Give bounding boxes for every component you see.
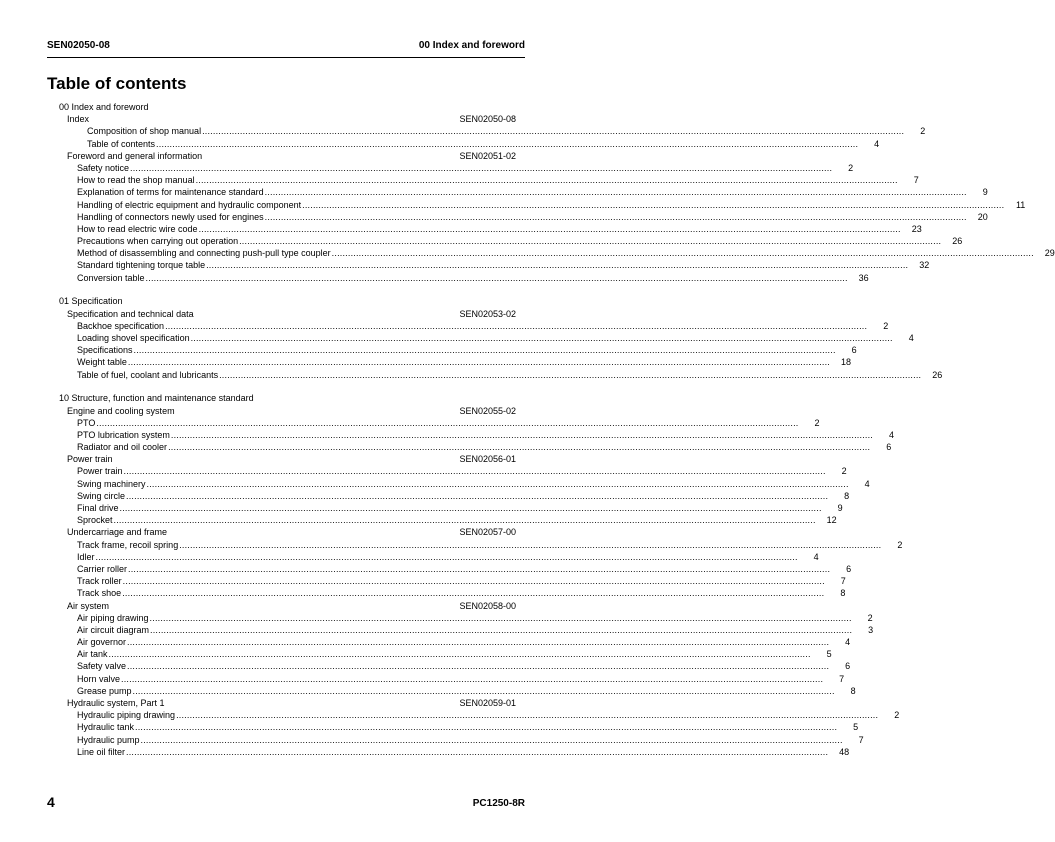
entry-page: 7 xyxy=(840,576,846,587)
section-code: SEN02051-02 xyxy=(459,150,516,161)
entry-page: 9 xyxy=(837,503,843,513)
table-of-contents xyxy=(47,101,1055,758)
header-rule xyxy=(47,57,525,58)
dot-leader: .................................................................................................................................................................................................................................................................... xyxy=(302,199,1005,210)
dot-leader: .................................................................................................................................................................................................................................................................... xyxy=(145,272,848,283)
dot-leader: .................................................................................................................................................................................................................................................................... xyxy=(149,612,852,623)
entry-label[interactable]: Air circuit diagram xyxy=(77,624,150,635)
entry-label[interactable]: Carrier roller xyxy=(77,563,128,574)
dot-leader: .................................................................................................................................................................................................................................................................... xyxy=(165,320,868,331)
entry-label[interactable]: Handling of connectors newly used for engines xyxy=(77,211,264,222)
section-heading[interactable] xyxy=(47,453,516,465)
entry-label[interactable]: Sprocket xyxy=(77,515,113,526)
entry-page: 5 xyxy=(826,649,832,660)
entry-label[interactable]: Loading shovel specification xyxy=(77,332,190,343)
entry-label[interactable]: Grease pump xyxy=(77,685,132,696)
toc-entry[interactable] xyxy=(47,685,856,697)
entry-page: 2 xyxy=(848,162,854,173)
chapter-heading xyxy=(47,392,516,404)
entry-label[interactable]: Handling of electric equipment and hydraulic component xyxy=(77,199,302,210)
dot-leader: .................................................................................................................................................................................................................................................................... xyxy=(135,722,838,733)
dot-leader: .................................................................................................................................................................................................................................................................... xyxy=(119,503,822,513)
entry-label[interactable]: Track roller xyxy=(77,576,122,587)
entry-page: 4 xyxy=(813,551,819,562)
dot-leader: .................................................................................................................................................................................................................................................................... xyxy=(239,236,942,247)
entry-page: 6 xyxy=(846,563,852,574)
entry-label[interactable]: Hydraulic piping drawing xyxy=(77,710,176,721)
section-heading[interactable] xyxy=(47,526,516,538)
section-code: SEN02055-02 xyxy=(459,405,516,416)
entry-page: 2 xyxy=(883,320,889,331)
entry-label[interactable]: PTO lubrication system xyxy=(77,429,170,440)
entry-page: 7 xyxy=(839,673,845,684)
dot-leader: .................................................................................................................................................................................................................................................................... xyxy=(202,126,905,137)
toc-entry[interactable] xyxy=(47,211,988,223)
toc-entry[interactable] xyxy=(47,441,892,453)
dot-leader: .................................................................................................................................................................................................................................................................... xyxy=(126,490,829,501)
page-footer xyxy=(47,794,525,814)
toc-entry[interactable] xyxy=(47,320,889,332)
toc-entry[interactable] xyxy=(47,551,819,563)
toc-entry[interactable] xyxy=(47,247,1055,259)
toc-entry[interactable] xyxy=(47,186,988,198)
toc-entry[interactable] xyxy=(47,539,903,551)
entry-page: 4 xyxy=(908,332,914,343)
chapter-heading xyxy=(47,295,516,307)
toc-entry[interactable] xyxy=(47,162,854,174)
section-heading[interactable] xyxy=(47,113,516,125)
toc-entry[interactable] xyxy=(47,575,846,587)
toc-entry[interactable] xyxy=(47,259,930,271)
toc-entry[interactable] xyxy=(47,746,850,758)
dot-leader: .................................................................................................................................................................................................................................................................... xyxy=(133,345,836,356)
toc-entry[interactable] xyxy=(47,369,943,381)
entry-page: 26 xyxy=(952,236,963,247)
entry-page: 48 xyxy=(839,746,850,757)
section-code: SEN02053-02 xyxy=(459,308,516,319)
entry-page: 5 xyxy=(853,722,859,733)
section-title: 00 Index and foreword xyxy=(418,40,525,51)
section-code: SEN02057-00 xyxy=(459,527,516,538)
dot-leader: .................................................................................................................................................................................................................................................................... xyxy=(264,211,967,222)
toc-entry[interactable] xyxy=(47,417,820,429)
toc-entry[interactable] xyxy=(47,223,922,235)
dot-leader: .................................................................................................................................................................................................................................................................... xyxy=(179,539,882,550)
entry-page: 4 xyxy=(889,429,895,440)
entry-label[interactable]: Backhoe specification xyxy=(77,320,165,331)
document-code: SEN02050-08 xyxy=(47,40,110,51)
entry-label[interactable]: Specifications xyxy=(77,345,133,356)
section-heading[interactable] xyxy=(47,405,516,417)
entry-page: 4 xyxy=(874,138,880,149)
entry-label[interactable]: Hydraulic pump xyxy=(77,734,140,745)
toc-entry[interactable] xyxy=(47,514,837,526)
dot-leader: .................................................................................................................................................................................................................................................................... xyxy=(206,260,909,271)
dot-leader: .................................................................................................................................................................................................................................................................... xyxy=(122,576,825,587)
entry-page: 9 xyxy=(982,187,988,198)
model-name: PC1250-8R xyxy=(472,798,525,809)
entry-label[interactable]: How to read the shop manual xyxy=(77,175,195,186)
entry-label[interactable]: Standard tightening torque table xyxy=(77,260,206,271)
toc-entry[interactable] xyxy=(47,356,852,368)
dot-leader: .................................................................................................................................................................................................................................................................... xyxy=(108,649,811,660)
dot-leader: .................................................................................................................................................................................................................................................................... xyxy=(128,563,831,574)
section-heading[interactable] xyxy=(47,600,516,612)
entry-page: 11 xyxy=(1015,199,1026,210)
entry-page: 4 xyxy=(845,637,851,648)
dot-leader: .................................................................................................................................................................................................................................................................... xyxy=(121,673,824,684)
entry-page: 29 xyxy=(1044,248,1055,259)
toc-entry[interactable] xyxy=(47,465,847,477)
dot-leader: .................................................................................................................................................................................................................................................................... xyxy=(190,332,893,343)
entry-page: 36 xyxy=(858,272,869,283)
section-code: SEN02050-08 xyxy=(459,114,516,125)
toc-entry[interactable] xyxy=(47,490,850,502)
entry-label[interactable]: Composition of shop manual xyxy=(87,126,202,137)
chapter-title: 10 Structure, function and maintenance standard xyxy=(59,393,254,404)
entry-page: 7 xyxy=(858,734,864,745)
chapter-title: 00 Index and foreword xyxy=(59,102,149,112)
entry-page: 8 xyxy=(850,685,856,696)
dot-leader: .................................................................................................................................................................................................................................................................... xyxy=(122,588,825,599)
entry-page: 2 xyxy=(867,612,873,623)
entry-label[interactable]: Air tank xyxy=(77,649,108,660)
section-code: SEN02058-00 xyxy=(459,600,516,611)
entry-label[interactable]: Track shoe xyxy=(77,588,122,599)
entry-label[interactable]: Final drive xyxy=(77,503,119,513)
section-title[interactable]: Engine and cooling system xyxy=(67,405,175,416)
entry-page: 18 xyxy=(841,357,852,368)
toc-entry[interactable] xyxy=(47,272,869,284)
toc-entry[interactable] xyxy=(47,332,914,344)
toc-entry[interactable] xyxy=(47,721,859,733)
entry-label[interactable]: Table of fuel, coolant and lubricants xyxy=(77,369,219,380)
dot-leader: .................................................................................................................................................................................................................................................................... xyxy=(146,478,849,489)
dot-leader: .................................................................................................................................................................................................................................................................... xyxy=(126,746,829,757)
entry-label[interactable]: Radiator and oil cooler xyxy=(77,442,168,453)
dot-leader: .................................................................................................................................................................................................................................................................... xyxy=(331,248,1034,259)
entry-label[interactable]: Horn valve xyxy=(77,673,121,684)
toc-entry[interactable] xyxy=(47,734,864,746)
entry-page: 2 xyxy=(920,126,926,137)
section-code: SEN02056-01 xyxy=(459,454,516,465)
dot-leader: .................................................................................................................................................................................................................................................................... xyxy=(264,187,967,198)
section-title[interactable]: Power train xyxy=(67,454,113,465)
entry-page: 26 xyxy=(932,369,943,380)
entry-page: 23 xyxy=(911,223,922,234)
toc-entry[interactable] xyxy=(47,125,926,137)
section-heading[interactable] xyxy=(47,697,516,709)
section-title[interactable]: Hydraulic system, Part 1 xyxy=(67,698,165,708)
entry-label[interactable]: Track frame, recoil spring xyxy=(77,539,179,550)
dot-leader: .................................................................................................................................................................................................................................................................... xyxy=(198,223,901,234)
toc-entry[interactable] xyxy=(47,138,880,150)
toc-entry[interactable] xyxy=(47,235,963,247)
dot-leader: .................................................................................................................................................................................................................................................................... xyxy=(168,442,871,453)
entry-label[interactable]: Table of contents xyxy=(87,138,156,149)
toc-entry[interactable] xyxy=(47,624,874,636)
section-heading[interactable] xyxy=(47,150,516,162)
toc-entry[interactable] xyxy=(47,636,851,648)
entry-label[interactable]: How to read electric wire code xyxy=(77,223,198,234)
dot-leader: .................................................................................................................................................................................................................................................................... xyxy=(219,369,922,380)
dot-leader: .................................................................................................................................................................................................................................................................... xyxy=(96,417,799,428)
entry-page: 12 xyxy=(826,515,837,526)
entry-label[interactable]: Explanation of terms for maintenance standard xyxy=(77,187,264,198)
entry-page: 8 xyxy=(840,588,846,599)
section-heading[interactable] xyxy=(47,308,516,320)
section-code: SEN02059-01 xyxy=(459,698,516,708)
page-title: Table of contents xyxy=(47,74,187,93)
entry-page: 2 xyxy=(814,417,820,428)
entry-label[interactable]: Weight table xyxy=(77,357,127,368)
dot-leader: .................................................................................................................................................................................................................................................................... xyxy=(130,162,833,173)
dot-leader: .................................................................................................................................................................................................................................................................... xyxy=(123,466,826,477)
section-title[interactable]: Specification and technical data xyxy=(67,308,194,319)
toc-entry[interactable] xyxy=(47,709,900,721)
page-header xyxy=(47,40,525,54)
chapter-title: 01 Specification xyxy=(59,296,123,307)
section-title[interactable]: Foreword and general information xyxy=(67,150,203,161)
dot-leader: .................................................................................................................................................................................................................................................................... xyxy=(95,551,798,562)
chapter-heading xyxy=(47,101,516,113)
entry-label[interactable]: Air piping drawing xyxy=(77,612,149,623)
entry-page: 20 xyxy=(977,211,988,222)
toc-entry[interactable] xyxy=(47,174,919,186)
toc-entry[interactable] xyxy=(47,563,852,575)
dot-leader: .................................................................................................................................................................................................................................................................... xyxy=(127,661,830,672)
entry-label[interactable]: Idler xyxy=(77,551,95,562)
toc-entry[interactable] xyxy=(47,660,851,672)
entry-page: 2 xyxy=(841,466,847,477)
entry-page: 4 xyxy=(864,478,870,489)
entry-page: 3 xyxy=(868,624,874,635)
toc-entry[interactable] xyxy=(47,502,843,514)
entry-label[interactable]: Precautions when carrying out operation xyxy=(77,236,239,247)
dot-leader: .................................................................................................................................................................................................................................................................... xyxy=(150,624,853,635)
entry-label[interactable]: Safety notice xyxy=(77,162,130,173)
entry-label[interactable]: PTO xyxy=(77,417,96,428)
dot-leader: .................................................................................................................................................................................................................................................................... xyxy=(140,734,843,745)
entry-label[interactable]: Conversion table xyxy=(77,272,145,283)
entry-label[interactable]: Swing machinery xyxy=(77,478,146,489)
entry-label[interactable]: Safety valve xyxy=(77,661,127,672)
entry-page: 7 xyxy=(913,175,919,186)
entry-page: 2 xyxy=(897,539,903,550)
dot-leader: .................................................................................................................................................................................................................................................................... xyxy=(170,429,874,440)
entry-page: 2 xyxy=(894,710,900,721)
dot-leader: .................................................................................................................................................................................................................................................................... xyxy=(127,357,831,368)
section-title[interactable]: Index xyxy=(67,114,90,125)
toc-entry[interactable] xyxy=(47,344,857,356)
entry-page: 6 xyxy=(851,345,857,356)
dot-leader: .................................................................................................................................................................................................................................................................... xyxy=(156,138,859,149)
toc-entry[interactable] xyxy=(47,199,1026,211)
entry-page: 8 xyxy=(844,490,850,501)
toc-entry[interactable] xyxy=(47,429,895,441)
dot-leader: .................................................................................................................................................................................................................................................................... xyxy=(113,515,816,526)
entry-label[interactable]: Method of disassembling and connecting push-pull type coupler xyxy=(77,248,331,259)
page-number: 4 xyxy=(47,794,55,810)
toc-entry[interactable] xyxy=(47,478,870,490)
toc-entry[interactable] xyxy=(47,648,832,660)
entry-label[interactable]: Power train xyxy=(77,466,123,477)
dot-leader: .................................................................................................................................................................................................................................................................... xyxy=(176,710,879,721)
entry-label[interactable]: Hydraulic tank xyxy=(77,722,135,733)
entry-label[interactable]: Line oil filter xyxy=(77,746,126,757)
entry-page: 32 xyxy=(919,260,930,271)
section-title[interactable]: Undercarriage and frame xyxy=(67,527,168,538)
dot-leader: .................................................................................................................................................................................................................................................................... xyxy=(195,175,898,186)
toc-entry[interactable] xyxy=(47,673,845,685)
toc-entry[interactable] xyxy=(47,612,873,624)
dot-leader: .................................................................................................................................................................................................................................................................... xyxy=(127,637,830,648)
entry-label[interactable]: Air governor xyxy=(77,637,127,648)
entry-page: 6 xyxy=(886,442,892,453)
section-title[interactable]: Air system xyxy=(67,600,110,611)
entry-page: 6 xyxy=(845,661,851,672)
entry-label[interactable]: Swing circle xyxy=(77,490,126,501)
dot-leader: .................................................................................................................................................................................................................................................................... xyxy=(132,685,835,696)
toc-entry[interactable] xyxy=(47,587,846,599)
